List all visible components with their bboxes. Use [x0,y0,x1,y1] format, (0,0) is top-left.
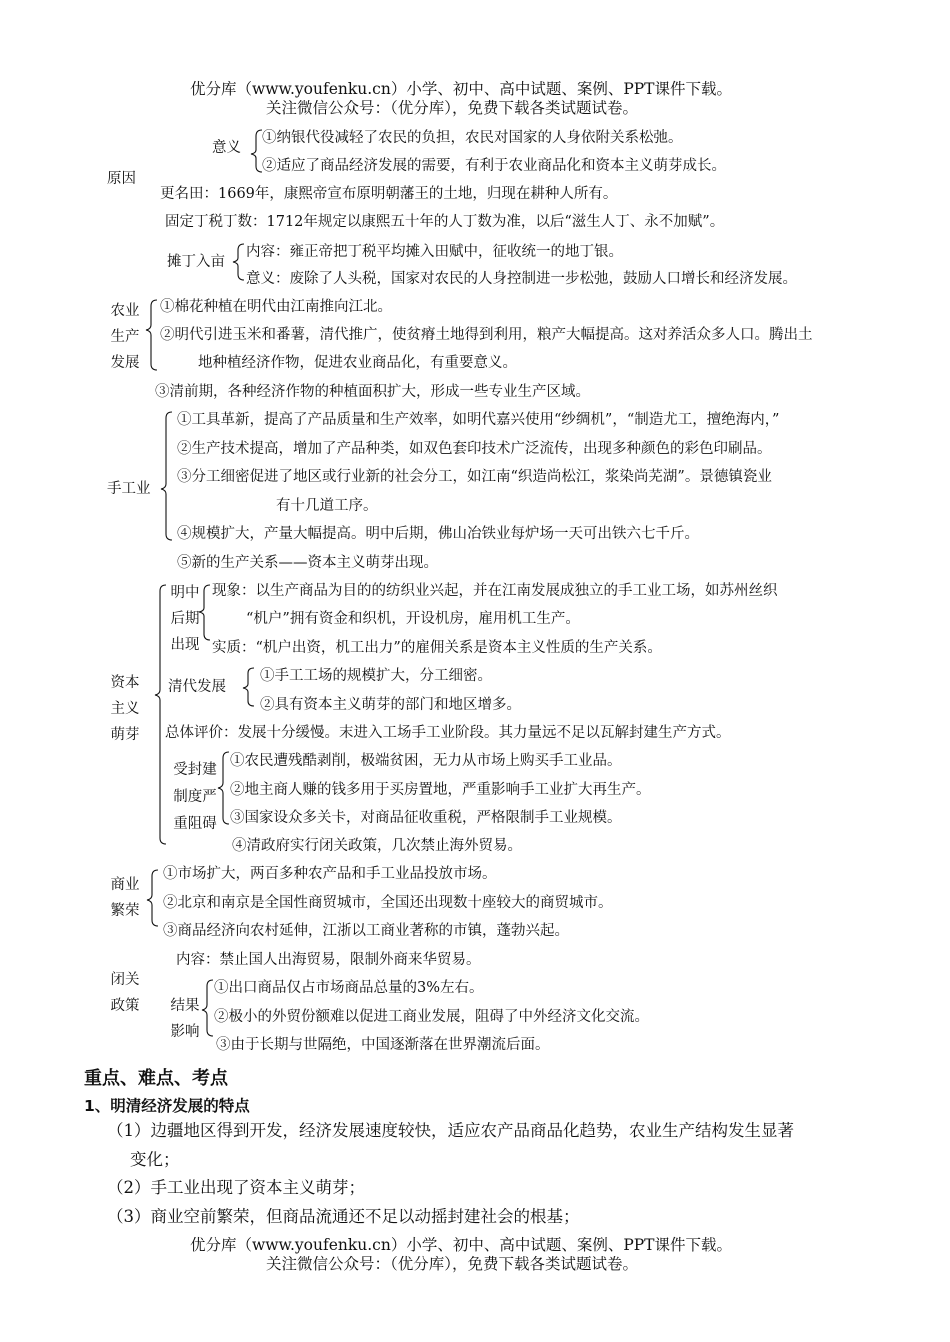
closed-door-label: 闭关政策 [110,972,140,1014]
result-item-2: ②极小的外贸份额难以促进工商业发展，阻碍了中外经济文化交流。 [214,1009,649,1025]
tanding-meaning: 意义：废除了人头税，国家对农民的人身控制进一步松弛，鼓励人口增长和经济发展。 [246,271,797,287]
header-line-1: 优分库（www.youfenku.cn）小学、初中、高中试题、案例、PPT课件下载。 [190,80,733,98]
brace-cap [155,585,166,844]
commerce-item-3: ③商品经济向农村延伸，江浙以工商业著称的市镇，蓬勃兴起。 [163,923,569,939]
ming-phenomenon-b: “机户”拥有资金和织机，开设机房，雇用机工生产。 [246,611,580,627]
tanding-content: 内容：雍正帝把丁税平均摊入田赋中，征收统一的地丁银。 [246,244,623,260]
feature-1b: 变化； [130,1150,180,1169]
yiyi-item-1: ①纳银代役减轻了农民的负担，农民对国家的人身依附关系松弛。 [262,130,683,146]
footer-line-2: 关注微信公众号：（优分库），免费下载各类试题试卷。 [266,1255,639,1273]
capitalism-label: 资本主义萌芽 [110,675,140,743]
qing-item-1: ①手工工场的规模扩大，分工细密。 [260,668,492,684]
handicraft-label: 手工业 [107,481,151,497]
overall-evaluation: 总体评价：发展十分缓慢。末进入工场手工业阶段。其力量远不足以瓦解封建生产方式。 [165,725,731,741]
handicraft-item-4: ④规模扩大，产量大幅提高。明中后期，佛山冶铁业每炉场一天可出铁六七千斤。 [177,526,699,542]
handicraft-item-3a: ③分工细密促进了地区或行业新的社会分工，如江南“织造尚松江，浆染尚芜湖”。景德镇瓷业 [177,469,772,485]
section-title: 重点、难点、考点 [84,1068,228,1089]
guding-dingshui: 固定丁税丁数：1712年规定以康熙五十年的人丁数为准，以后“滋生人丁、永不加赋”。 [165,214,725,230]
footer-line-1: 优分库（www.youfenku.cn）小学、初中、高中试题、案例、PPT课件下载。 [190,1236,733,1254]
agri-item-2a: ②明代引进玉米和番薯，清代推广，使贫瘠土地得到利用，粮产大幅提高。这对养活众多人口。腾出土 [160,327,813,343]
feature-1a: （1）边疆地区得到开发，经济发展速度较快，适应农产品商品化趋势，农业生产结构发生显著 [107,1121,794,1140]
gengmingtian: 更名田：1669年，康熙帝宣布原明朝藩王的土地，归现在耕种人所有。 [160,186,618,202]
obstruction-item-2: ②地主商人赚的钱多用于买房置地，严重影响手工业扩大再生产。 [230,782,651,798]
ming-phenomenon-a: 现象：以生产商品为目的的纺织业兴起，并在江南发展成独立的手工业工场，如苏州丝织 [212,583,778,599]
yiyi-label: 意义 [212,140,241,156]
header-line-2: 关注微信公众号：（优分库），免费下载各类试题试卷。 [266,99,639,117]
result-label: 结果影响 [170,998,200,1040]
brace-agri [146,300,157,370]
feature-3: （3）商业空前繁荣，但商品流通还不足以动摇封建社会的根基； [107,1207,580,1226]
obstruction-label: 受封建制度严重阻碍 [173,762,217,832]
obstruction-item-1: ①农民遭残酷剥削，极端贫困，无力从市场上购买手工业品。 [230,753,622,769]
tanding-label: 摊丁入亩 [167,254,225,270]
handicraft-item-5: ⑤新的生产关系——资本主义萌芽出现。 [177,555,438,571]
brace-qing [243,668,254,706]
brace-handicraft [161,412,172,540]
subsection-title: 1、明清经济发展的特点 [84,1097,250,1115]
commerce-item-1: ①市场扩大，两百多种农产品和手工业品投放市场。 [163,866,497,882]
result-item-1: ①出口商品仅占市场商品总量的3%左右。 [214,980,484,996]
result-item-3: ③由于长期与世隔绝，中国逐渐落在世界潮流后面。 [216,1037,550,1053]
handicraft-item-1: ①工具革新，提高了产品质量和生产效率，如明代嘉兴使用“纱绸机”，“制造尤工，擅绝海内，” [177,412,780,428]
brace-result [202,980,213,1036]
qing-item-2: ②具有资本主义萌芽的部门和地区增多。 [260,697,521,713]
agri-label: 农业生产发展 [110,303,140,371]
handicraft-item-2: ②生产技术提高，增加了产品种类，如双色套印技术广泛流传，出现多种颜色的彩色印刷品。 [177,441,772,457]
yiyi-item-2: ②适应了商品经济发展的需要，有利于农业商品化和资本主义萌芽成长。 [262,158,726,174]
ming-essence: 实质：“机户出资，机工出力”的雇佣关系是资本主义性质的生产关系。 [212,640,662,656]
commerce-item-2: ②北京和南京是全国性商贸城市，全国还出现数十座较大的商贸城市。 [163,895,613,911]
agri-item-3: ③清前期，各种经济作物的种植面积扩大，形成一些专业生产区域。 [155,384,590,400]
commerce-label: 商业繁荣 [110,877,140,919]
agri-item-1: ①棉花种植在明代由江南推向江北。 [160,299,392,315]
agri-item-2b: 地种植经济作物，促进农业商品化，有重要意义。 [198,355,517,371]
brace-yiyi [251,130,262,172]
closed-door-content: 内容：禁止国人出海贸易，限制外商来华贸易。 [176,952,481,968]
obstruction-item-4: ④清政府实行闭关政策，几次禁止海外贸易。 [232,838,522,854]
feature-2: （2）手工业出现了资本主义萌芽； [107,1178,365,1197]
reason-label: 原因 [107,171,136,187]
handicraft-item-3b: 有十几道工序。 [276,498,378,514]
obstruction-item-3: ③国家设众多关卡，对商品征收重税，严格限制手工业规模。 [230,810,622,826]
ming-period-label: 明中后期出现 [170,585,200,653]
brace-commerce [147,870,158,926]
qing-label: 清代发展 [168,679,226,695]
brace-tanding [233,244,244,280]
